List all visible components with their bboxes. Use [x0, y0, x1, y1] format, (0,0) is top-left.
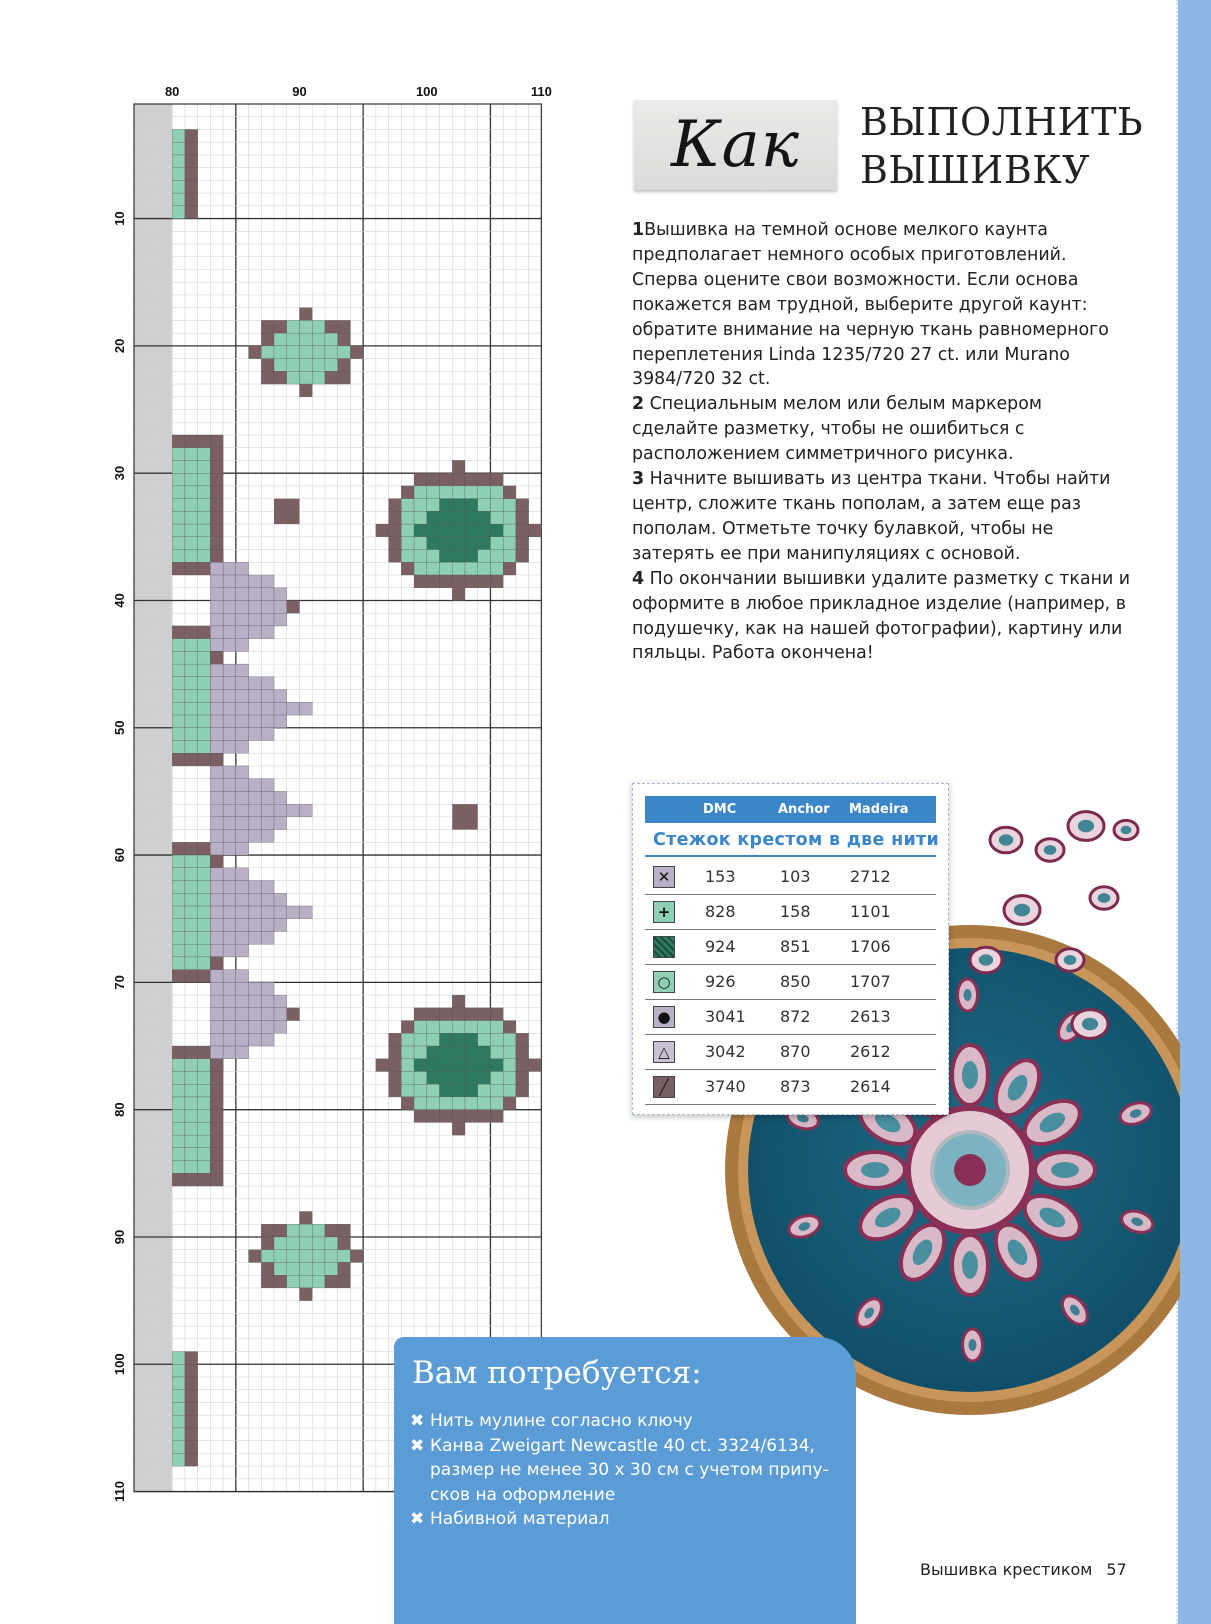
legend-row — [645, 859, 936, 895]
triangle-icon: △ — [653, 1041, 675, 1063]
legend-row — [645, 929, 936, 965]
legend-madeira-value: 1101 — [850, 902, 891, 921]
legend-anchor-value: 850 — [780, 972, 811, 991]
legend-row — [645, 999, 936, 1035]
legend-dmc-value: 3042 — [705, 1042, 746, 1061]
instruction-step: 1Вышивка на темной основе мелкого каунта предполагает немного особых приготовлений. Сперва оцените свои возможности. Если основа покажется вам трудной, выберите другой каунт: обратите внимание на черную ткань равномерного переплетения Linda 1235/720 27 ct. или Murano 3984/720 32 ct. — [632, 220, 1109, 390]
dot-icon: ● — [653, 1006, 675, 1028]
legend-dmc-value: 926 — [705, 972, 736, 991]
legend-anchor-value: 873 — [780, 1077, 811, 1096]
circle-icon: ○ — [653, 971, 675, 993]
row-label: 40 — [112, 593, 127, 608]
plus-icon: + — [653, 901, 675, 923]
legend-col-madeira: Madeira — [849, 802, 909, 817]
legend-col-dmc: DMC — [703, 802, 737, 817]
legend-madeira-value: 1707 — [850, 972, 891, 991]
row-label: 80 — [112, 1102, 127, 1117]
legend-dmc-value: 828 — [705, 902, 736, 921]
materials-title: Вам потребуется: — [412, 1355, 702, 1391]
col-label: 80 — [164, 84, 180, 99]
legend-row — [645, 894, 936, 930]
legend-dmc-value: 924 — [705, 937, 736, 956]
legend-anchor-value: 870 — [780, 1042, 811, 1061]
legend-madeira-value: 1706 — [850, 937, 891, 956]
row-label: 60 — [112, 847, 127, 863]
page-title — [860, 98, 1143, 194]
legend-anchor-value: 851 — [780, 937, 811, 956]
row-label: 100 — [112, 1353, 127, 1376]
row-label: 10 — [112, 211, 127, 226]
instruction-step: 4 По окончании вышивки удалите разметку с ткани и оформите в любое прикладное изделие (например, в подушечку, как на нашей фотографии), картину или пяльцы. Работа окончена! — [632, 568, 1131, 664]
instructions — [632, 218, 1132, 666]
legend-col-anchor: Anchor — [778, 802, 830, 817]
row-label: 20 — [112, 338, 127, 354]
legend-row — [645, 964, 936, 1000]
row-label: 110 — [112, 1481, 127, 1503]
legend-madeira-value: 2712 — [850, 867, 891, 886]
slash-icon: ╱ — [653, 1076, 675, 1098]
chart-grid — [0, 0, 600, 1560]
legend-anchor-value: 103 — [780, 867, 811, 886]
materials-item: ✖ Канва Zweigart Newcastle 40 ct. 3324/6134, размер не менее 30 х 30 см с учетом припу-сков на оформление — [410, 1435, 829, 1505]
legend-anchor-value: 872 — [780, 1007, 811, 1026]
col-label: 110 — [530, 84, 552, 99]
legend-dmc-value: 3740 — [705, 1077, 746, 1096]
color-key-table — [632, 783, 949, 1115]
instruction-step: 2 Специальным мелом или белым маркером сделайте разметку, чтобы не ошибиться с расположением симметричного рисунка. — [632, 394, 1042, 465]
title-line-1: ВЫПОЛНИТЬ — [860, 100, 1144, 144]
materials-item: ✖ Нить мулине согласно ключу — [410, 1409, 830, 1434]
bullet-x-icon: ✖ — [410, 1435, 425, 1456]
legend-subtitle: Стежок крестом в две нити — [653, 830, 940, 850]
footer-section: Вышивка крестиком — [920, 1560, 1093, 1579]
legend-header — [645, 796, 936, 823]
bullet-x-icon: ✖ — [410, 1509, 425, 1529]
materials-item: ✖ Набивной материал — [410, 1507, 830, 1532]
legend-dmc-value: 3041 — [705, 1007, 746, 1026]
instruction-step: 3 Начните вышивать из центра ткани. Чтобы найти центр, сложите ткань пополам, а затем еще раз пополам. Отметьте точку булавкой, чтобы не затерять ее при манипуляциях с основой. — [632, 469, 1111, 564]
cross-icon: ✕ — [653, 866, 675, 888]
legend-madeira-value: 2613 — [850, 1007, 891, 1026]
title-line-2: ВЫШИВКУ — [860, 148, 1091, 192]
row-label: 90 — [112, 1229, 127, 1245]
legend-dmc-value: 153 — [705, 867, 736, 886]
cross-stitch-chart — [0, 0, 600, 1560]
row-label: 50 — [112, 720, 127, 736]
col-label: 100 — [415, 84, 438, 99]
legend-anchor-value: 158 — [780, 902, 811, 921]
hatch-icon — [653, 936, 675, 958]
bullet-x-icon: ✖ — [410, 1411, 425, 1431]
col-label: 90 — [292, 84, 307, 99]
legend-madeira-value: 2612 — [850, 1042, 891, 1061]
title-tag-word: Как — [671, 108, 800, 182]
legend-madeira-value: 2614 — [850, 1077, 891, 1096]
page-footer — [920, 1560, 1127, 1579]
row-label: 30 — [112, 465, 127, 481]
title-ribbon-tag — [634, 100, 837, 190]
legend-row — [645, 1034, 936, 1070]
row-label: 70 — [112, 975, 127, 990]
side-color-bar — [1178, 0, 1211, 1624]
page-number: 57 — [1106, 1560, 1127, 1579]
materials-box — [394, 1337, 856, 1624]
legend-row — [645, 1069, 936, 1105]
materials-list — [410, 1409, 830, 1532]
